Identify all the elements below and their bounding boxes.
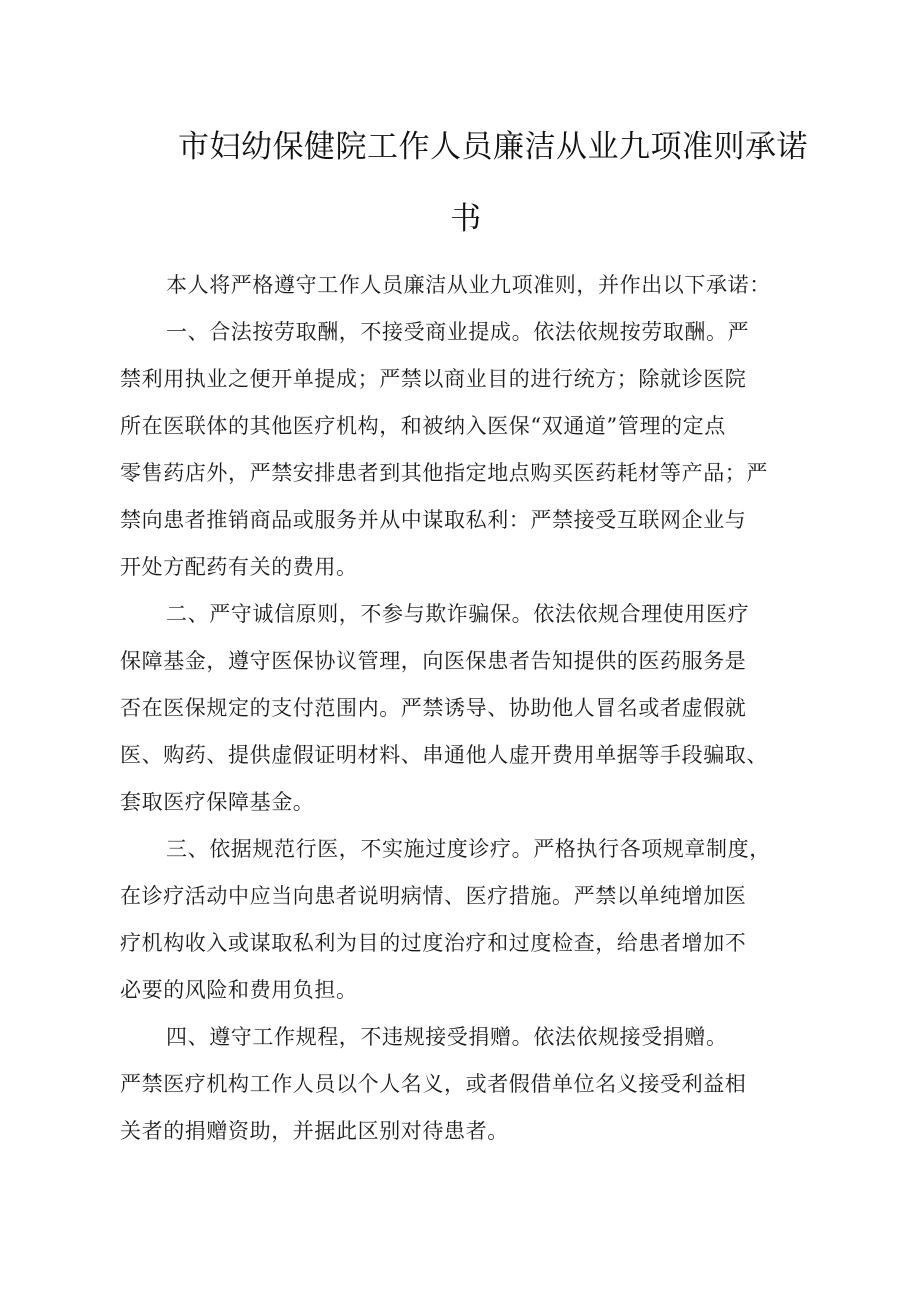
clause-2-line-4: 医、购药、提供虚假证明材料、串通他人虚开费用单据等手段骗取、 (120, 743, 768, 767)
clause-3-line-4: 必要的风险和费用负担。 (120, 978, 358, 1002)
clause-3-line-1: 三、依据规范行医，不实施过度诊疗。严格执行各项规章制度， (166, 837, 771, 861)
clause-2-line-5: 套取医疗保障基金。 (120, 790, 315, 814)
clause-1-line-2: 禁利用执业之便开单提成；严禁以商业目的进行统方；除就诊医院 (120, 367, 747, 391)
clause-4-line-2: 严禁医疗机构工作人员以个人名义，或者假借单位名义接受利益相 (120, 1072, 747, 1096)
clause-2-line-2: 保障基金，遵守医保协议管理，向医保患者告知提供的医药服务是 (120, 649, 747, 673)
clause-1-line-4: 零售药店外，严禁安排患者到其他指定地点购买医药耗材等产品；严 (120, 461, 768, 485)
clause-3-line-3: 疗机构收入或谋取私利为目的过度治疗和过度检查，给患者增加不 (120, 931, 747, 955)
clause-1-line-5: 禁向患者推销商品或服务并从中谋取私利：严禁接受互联网企业与 (120, 508, 747, 532)
clause-1-line-1: 一、合法按劳取酬，不接受商业提成。依法依规按劳取酬。严 (166, 320, 750, 344)
clause-1-line-6: 开处方配药有关的费用。 (120, 555, 358, 579)
intro-line: 本人将严格遵守工作人员廉洁从业九项准则，并作出以下承诺： (166, 273, 771, 297)
document-title-line-1: 市妇幼保健院工作人员廉洁从业九项准则承诺 (178, 129, 808, 165)
clause-2-line-1: 二、严守诚信原则，不参与欺诈骗保。依法依规合理使用医疗 (166, 602, 750, 626)
clause-4-line-1: 四、遵守工作规程，不违规接受捐赠。依法依规接受捐赠。 (166, 1025, 728, 1049)
clause-2-line-3: 否在医保规定的支付范围内。严禁诱导、协助他人冒名或者虚假就 (120, 696, 747, 720)
document-title-line-2: 书 (450, 201, 482, 237)
clause-1-line-3: 所在医联体的其他医疗机构，和被纳入医保“双通道”管理的定点 (120, 414, 726, 438)
clause-3-line-2: 在诊疗活动中应当向患者说明病情、医疗措施。严禁以单纯增加医 (120, 884, 747, 908)
clause-4-line-3: 关者的捐赠资助，并据此区别对待患者。 (120, 1119, 509, 1143)
